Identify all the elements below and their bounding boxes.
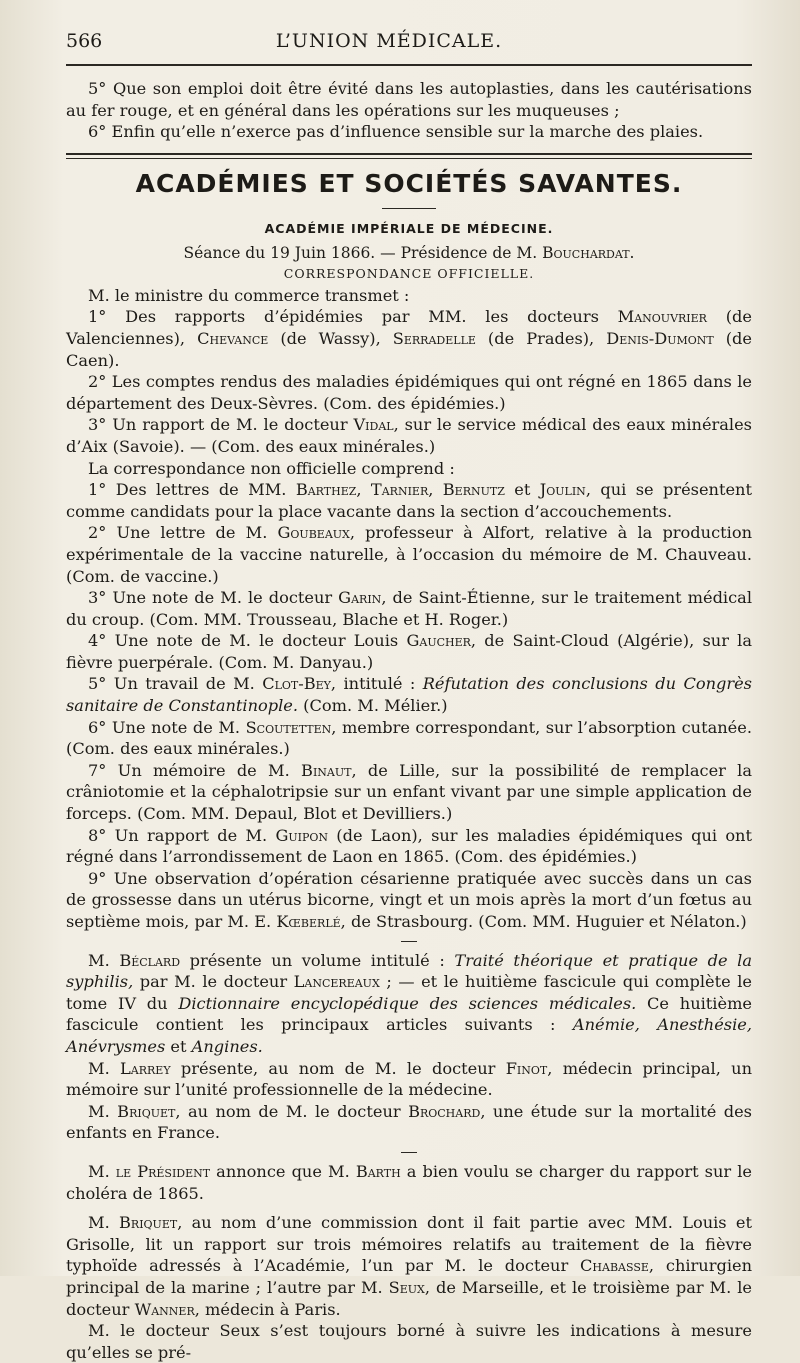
- intro-text: [66, 78, 752, 143]
- session-president: Bouchardat: [542, 243, 630, 262]
- correspondence-heading: CORRESPONDANCE OFFICIELLE.: [283, 265, 535, 281]
- official-item-3: 3° Un rapport de M. le docteur Vidal, sur le service médical des eaux minérales d’Aix (Savoie). — (Com. des eaux minérales.): [66, 415, 752, 456]
- intro-item-5: 5° Que son emploi doit être évité dans les autoplasties, dans les cautérisations au fer rouge, et en général dans les opérations sur les muqueuses ;: [66, 79, 752, 120]
- title-rule: [382, 208, 436, 209]
- journal-title: L’UNION MÉDICALE.: [275, 30, 503, 52]
- unofficial-item-1: 1° Des lettres de MM. Barthez, Tarnier, Bernutz et Joulin, qui se présentent comme candidats pour la place vacante dans la section d’accouchements.: [66, 480, 752, 521]
- unofficial-intro: La correspondance non officielle comprend :: [88, 458, 455, 478]
- section-divider: [66, 153, 752, 159]
- academy-subtitle: ACADÉMIE IMPÉRIALE DE MÉDECINE.: [264, 220, 554, 236]
- presentation-3: M. Briquet, au nom de M. le docteur Brochard, une étude sur la mortalité des enfants en France.: [66, 1101, 752, 1143]
- running-head: [66, 30, 752, 58]
- page-number: 566: [66, 30, 103, 52]
- intro-item-6: 6° Enfin qu’elle n’exerce pas d’influence sensible sur la marche des plaies.: [88, 122, 704, 142]
- unofficial-item-9: 9° Une observation d’opération césarienne pratiquée avec succès dans un cas de grossesse dans un utérus bicorne, vingt et un mois après la mort d’un fœtus au septième mois, par M. E. Kœberlé, de Strasbourg. (Com. MM. Huguier et Nélaton.): [66, 868, 752, 931]
- unofficial-item-8: 8° Un rapport de M. Guipon (de Laon), sur les maladies épidémiques qui ont régné dans l’arrondissement de Laon en 1865. (Com. des épidémies.): [66, 825, 752, 867]
- paragraph-gap: [66, 1204, 752, 1212]
- header-rule: [66, 64, 752, 66]
- session-end: .: [629, 243, 635, 262]
- unofficial-item-7: 7° Un mémoire de M. Binaut, de Lille, sur la possibilité de remplacer la crâniotomie et la céphalotripsie sur un enfant vivant par une simple application de forceps. (Com. MM. Depaul, Blot et Devilliers.): [66, 760, 752, 824]
- separator-rule: [401, 941, 417, 942]
- unofficial-item-3: 3° Une note de M. le docteur Garin, de Saint-Étienne, sur le traitement médical du croup. (Com. MM. Trousseau, Blache et H. Roger.): [66, 588, 753, 629]
- official-item-1: 1° Des rapports d’épidémies par MM. les docteurs Manouvrier (de Valenciennes), Chevance (de Wassy), Serradelle (de Prades), Denis-Dumont (de Caen).: [66, 307, 753, 370]
- closing-1: M. le Président annonce que M. Barth a bien voulu se charger du rapport sur le choléra de 1865.: [66, 1161, 752, 1203]
- closing-2: M. Briquet, au nom d’une commission dont il fait partie avec MM. Louis et Grisolle, lit un rapport sur trois mémoires relatifs au traitement de la fièvre typhoïde adressés à l’Académie, l’un par M. le docteur Chabasse, chirurgien principal de la marine ; l’autre par M. Seux, de Marseille, et le troisième par M. le docteur Wanner, médecin à Paris.: [66, 1213, 753, 1319]
- unofficial-item-4: 4° Une note de M. le docteur Louis Gaucher, de Saint-Cloud (Algérie), sur la fièvre puerpérale. (Com. M. Danyau.): [66, 631, 752, 672]
- presentation-2: M. Larrey présente, au nom de M. le docteur Finot, médecin principal, un mémoire sur l’unité professionnelle de la médecine.: [66, 1058, 752, 1100]
- closing-3: M. le docteur Seux s’est toujours borné à suivre les indications à mesure qu’elles se pré-: [66, 1321, 752, 1362]
- official-item-2: 2° Les comptes rendus des maladies épidémiques qui ont régné en 1865 dans le département des Deux-Sèvres. (Com. des épidémies.): [66, 372, 752, 413]
- section-title: ACADÉMIES ET SOCIÉTÉS SAVANTES.: [135, 168, 683, 198]
- official-intro: M. le ministre du commerce transmet :: [88, 285, 410, 305]
- presentation-1: M. Béclard présente un volume intitulé : Traité théorique et pratique de la syphilis, par M. le docteur Lancereaux ; — et le huitième fascicule qui complète le tome IV du Dictionnaire encyclopédique des sciences médicales. Ce huitième fascicule contient les principaux articles suivants : Anémie, Anesthésie, Anévrysmes et Angines.: [66, 950, 753, 1056]
- body-text: [66, 285, 752, 1363]
- session-line: [66, 244, 752, 262]
- unofficial-item-5: 5° Un travail de M. Clot-Bey, intitulé : Réfutation des conclusions du Congrès sanitaire de Constantinople. (Com. M. Mélier.): [66, 674, 752, 716]
- unofficial-item-6: 6° Une note de M. Scoutetten, membre correspondant, sur l’absorption cutanée. (Com. des eaux minérales.): [66, 717, 752, 759]
- unofficial-item-2: 2° Une lettre de M. Goubeaux, professeur à Alfort, relative à la production expérimentale de la vaccine naturelle, à l’occasion du mémoire de M. Chauveau. (Com. de vaccine.): [66, 523, 752, 586]
- session-text: Séance du 19 Juin 1866. — Présidence de M.: [183, 243, 543, 262]
- separator-rule-2: [401, 1152, 417, 1153]
